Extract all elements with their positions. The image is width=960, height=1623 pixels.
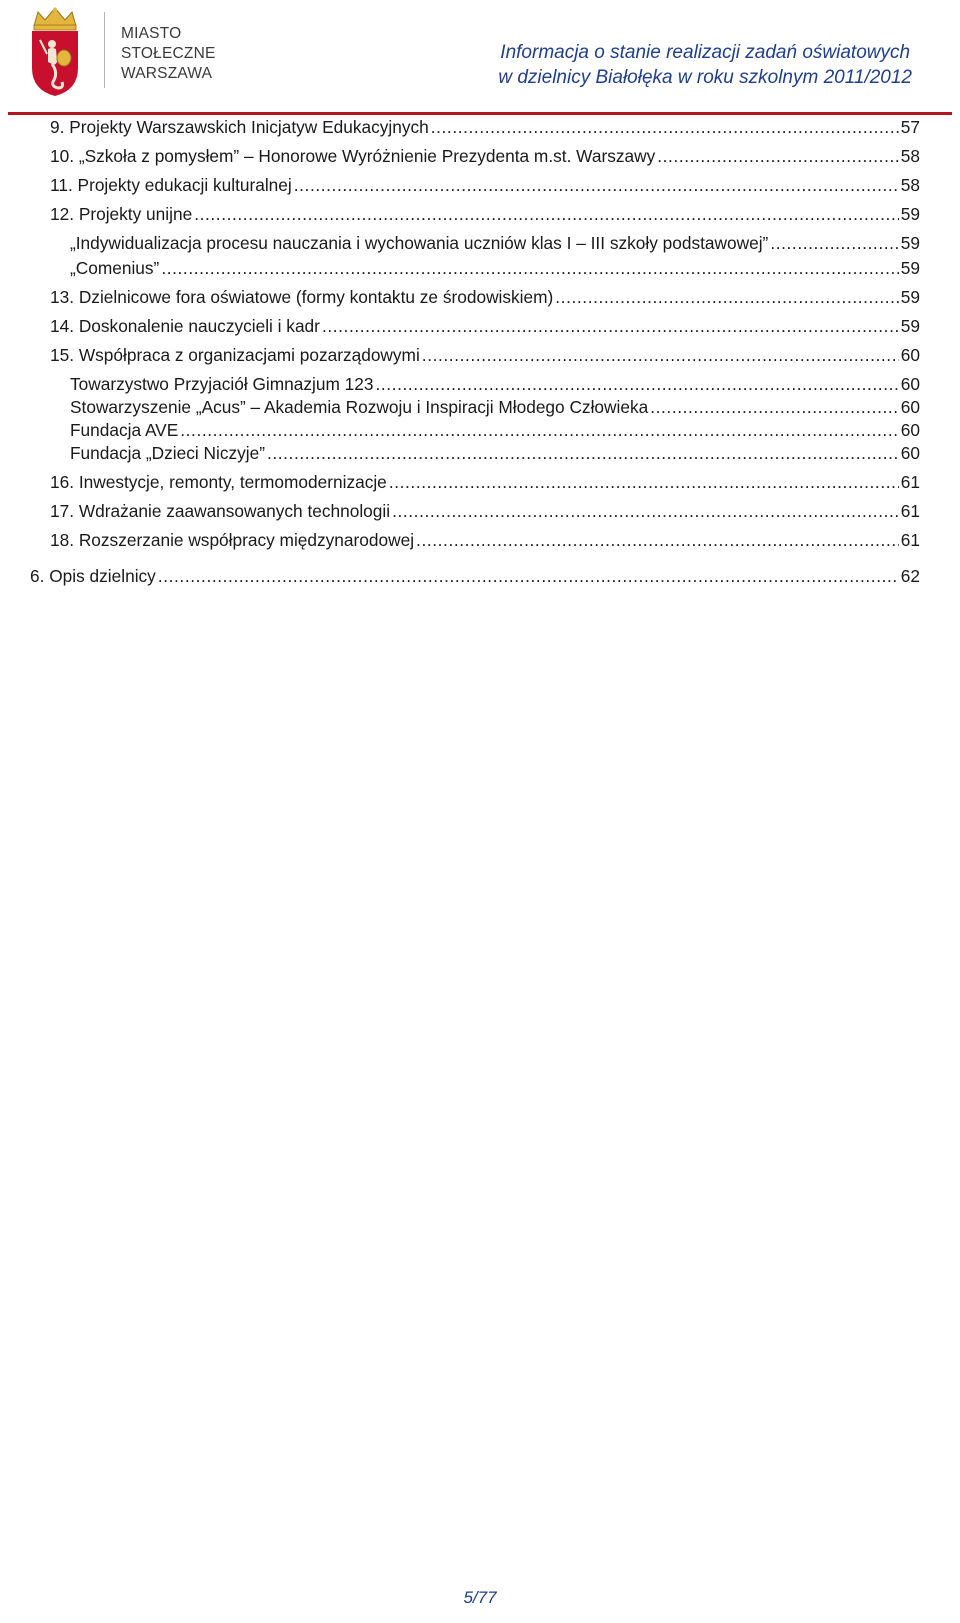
toc-page-number: 59 [900, 233, 920, 253]
toc-entry[interactable] [50, 115, 920, 139]
toc-entry[interactable] [50, 202, 920, 226]
toc-page-number: 59 [900, 316, 920, 336]
toc-entry[interactable] [70, 256, 920, 280]
toc-page-number: 61 [900, 501, 920, 521]
org-line: STOŁECZNE [121, 45, 216, 62]
toc-entry[interactable] [50, 285, 920, 309]
toc-entry-title: 9. Projekty Warszawskich Inicjatyw Edukacyjnych [50, 117, 429, 137]
toc-page-number: 60 [900, 397, 920, 417]
toc-leader [555, 285, 898, 309]
toc-entry-title: Fundacja „Dzieci Niczyje” [70, 443, 265, 463]
toc-entry-title: „Indywidualizacja procesu nauczania i wychowania uczniów klas I – III szkoły podstawowej” [70, 233, 769, 253]
toc-leader [294, 173, 899, 197]
org-line: MIASTO [121, 25, 182, 42]
toc-entry[interactable] [50, 314, 920, 338]
toc-page-number: 60 [900, 420, 920, 440]
toc-entry-title: 10. „Szkoła z pomysłem” – Honorowe Wyróżnienie Prezydenta m.st. Warszawy [50, 146, 656, 166]
toc-leader [431, 115, 899, 139]
toc-entry-title: 11. Projekty edukacji kulturalnej [50, 175, 292, 195]
toc-leader [194, 202, 899, 226]
organization-name [121, 24, 216, 84]
toc-leader [322, 314, 899, 338]
toc-entry[interactable] [70, 231, 920, 255]
document-title [498, 40, 912, 90]
toc-leader [392, 499, 899, 523]
org-line: WARSZAWA [121, 65, 213, 82]
toc-entry[interactable] [30, 564, 920, 588]
toc-entry-title: „Comenius” [70, 258, 160, 278]
toc-entry-title: 17. Wdrażanie zaawansowanych technologii [50, 501, 391, 521]
toc-page-number: 58 [900, 146, 920, 166]
toc-entry[interactable] [70, 395, 920, 419]
page-number: 5/77 [463, 1588, 497, 1607]
toc-leader [158, 564, 899, 588]
warsaw-coat-of-arms-icon [28, 6, 82, 98]
toc-leader [389, 470, 899, 494]
toc-page-number: 61 [900, 472, 920, 492]
toc-entry-title: 15. Współpraca z organizacjami pozarządowymi [50, 345, 420, 365]
toc-leader [657, 144, 899, 168]
toc-page-number: 58 [900, 175, 920, 195]
title-line: w dzielnicy Białołęka w roku szkolnym 2011/2012 [498, 67, 912, 88]
toc-page-number: 62 [900, 566, 920, 586]
toc-leader [267, 441, 899, 465]
toc-leader [650, 395, 899, 419]
toc-entry[interactable] [50, 343, 920, 367]
toc-entry-title: 18. Rozszerzanie współpracy międzynarodowej [50, 530, 415, 550]
toc-page-number: 61 [900, 530, 920, 550]
toc-page-number: 60 [900, 443, 920, 463]
toc-page-number: 60 [900, 345, 920, 365]
toc-entry-title: 12. Projekty unijne [50, 204, 193, 224]
toc-leader [422, 343, 899, 367]
toc-entry[interactable] [50, 528, 920, 552]
toc-page-number: 59 [900, 287, 920, 307]
toc-entry[interactable] [70, 441, 920, 465]
toc-entry-title: 13. Dzielnicowe fora oświatowe (formy kontaktu ze środowiskiem) [50, 287, 554, 307]
toc-leader [416, 528, 899, 552]
title-line: Informacja o stanie realizacji zadań oświatowych [500, 42, 911, 63]
toc-leader [375, 372, 898, 396]
toc-entry-title: 16. Inwestycje, remonty, termomodernizacje [50, 472, 387, 492]
toc-page-number: 60 [900, 374, 920, 394]
toc-entry-title: Fundacja AVE [70, 420, 179, 440]
toc-entry-title: Stowarzyszenie „Acus” – Akademia Rozwoju i Inspiracji Młodego Człowieka [70, 397, 649, 417]
toc-entry[interactable] [50, 144, 920, 168]
toc-entry-title: 14. Doskonalenie nauczycieli i kadr [50, 316, 320, 336]
toc-leader [180, 418, 899, 442]
toc-page-number: 59 [900, 258, 920, 278]
header-divider [104, 12, 105, 88]
toc-entry[interactable] [50, 499, 920, 523]
toc-leader [161, 256, 898, 280]
page-header [0, 0, 960, 116]
toc-entry[interactable] [50, 470, 920, 494]
toc-entry-title: 6. Opis dzielnicy [30, 566, 156, 586]
toc-page-number: 59 [900, 204, 920, 224]
toc-entry[interactable] [70, 372, 920, 396]
toc-entry-title: Towarzystwo Przyjaciół Gimnazjum 123 [70, 374, 374, 394]
toc-page-number: 57 [900, 117, 920, 137]
toc-entry[interactable] [70, 418, 920, 442]
toc-leader [770, 231, 898, 255]
toc-entry[interactable] [50, 173, 920, 197]
